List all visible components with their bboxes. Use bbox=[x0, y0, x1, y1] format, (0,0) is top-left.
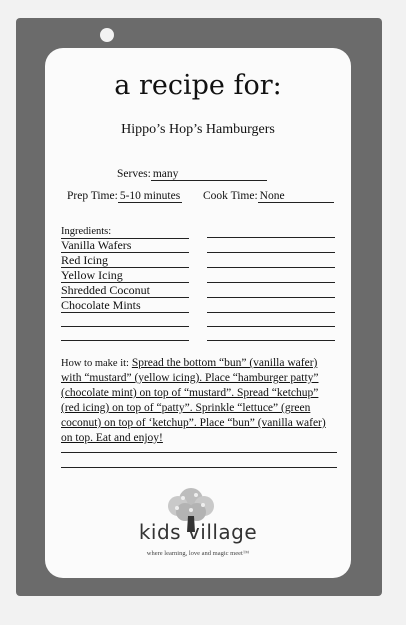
recipe-name: Hippo’s Hop’s Hamburgers bbox=[121, 122, 275, 137]
ingredient-blank-line bbox=[207, 267, 335, 268]
serves-value: many bbox=[151, 168, 267, 181]
instructions-blank-line bbox=[61, 452, 337, 453]
ingredients-header-line bbox=[61, 224, 189, 239]
recipe-card bbox=[45, 48, 351, 578]
ingredient-blank-line bbox=[207, 326, 335, 327]
prep-time-value: 5-10 minutes bbox=[119, 190, 181, 202]
punch-hole bbox=[100, 28, 114, 42]
serves-label: Serves: bbox=[117, 168, 151, 180]
instructions-label: How to make it: bbox=[61, 358, 129, 369]
ingredient-blank-line bbox=[207, 282, 335, 283]
cook-time-label: Cook Time: bbox=[203, 190, 258, 202]
ingredient-blank-line bbox=[207, 340, 335, 341]
ingredient-blank-line bbox=[207, 237, 335, 238]
ingredient-item: Yellow Icing bbox=[61, 268, 189, 283]
prep-time-field bbox=[67, 190, 182, 203]
ingredient-item: Shredded Coconut bbox=[61, 283, 189, 298]
page-title: a recipe for: bbox=[114, 70, 282, 101]
instructions-block bbox=[61, 356, 337, 446]
brand-logo-text: kids village bbox=[138, 520, 258, 544]
ingredient-item: Vanilla Wafers bbox=[61, 238, 189, 253]
ingredient-blank-line bbox=[207, 312, 335, 313]
prep-time-label: Prep Time: bbox=[67, 190, 118, 202]
ingredient-blank-line bbox=[207, 297, 335, 298]
ingredient-blank-line bbox=[61, 326, 189, 341]
instructions-text: Spread the bottom “bun” (vanilla wafer) with “mustard” (yellow icing). Place “hamburger patty” (chocolate mint) on top of “mustard”. Spread “ketchup” (red icing) on top of “patty”. Sprinkle “lettuce” (green coconut) on top of ‘ketchup”. Place “bun” (vanilla wafer) on top. Eat and enjoy! bbox=[61, 357, 326, 444]
ingredients-label: Ingredients: bbox=[61, 226, 112, 237]
serves-field bbox=[117, 168, 267, 181]
cook-time-value: None bbox=[258, 190, 334, 203]
ingredient-item: Red Icing bbox=[61, 253, 189, 268]
ingredient-item: Chocolate Mints bbox=[61, 298, 189, 313]
brand-tagline: where learning, love and magic meet™ bbox=[146, 550, 250, 557]
ingredient-blank-line bbox=[61, 312, 189, 327]
cook-time-field bbox=[203, 190, 334, 203]
ingredient-blank-line bbox=[207, 252, 335, 253]
instructions-blank-line bbox=[61, 467, 337, 468]
